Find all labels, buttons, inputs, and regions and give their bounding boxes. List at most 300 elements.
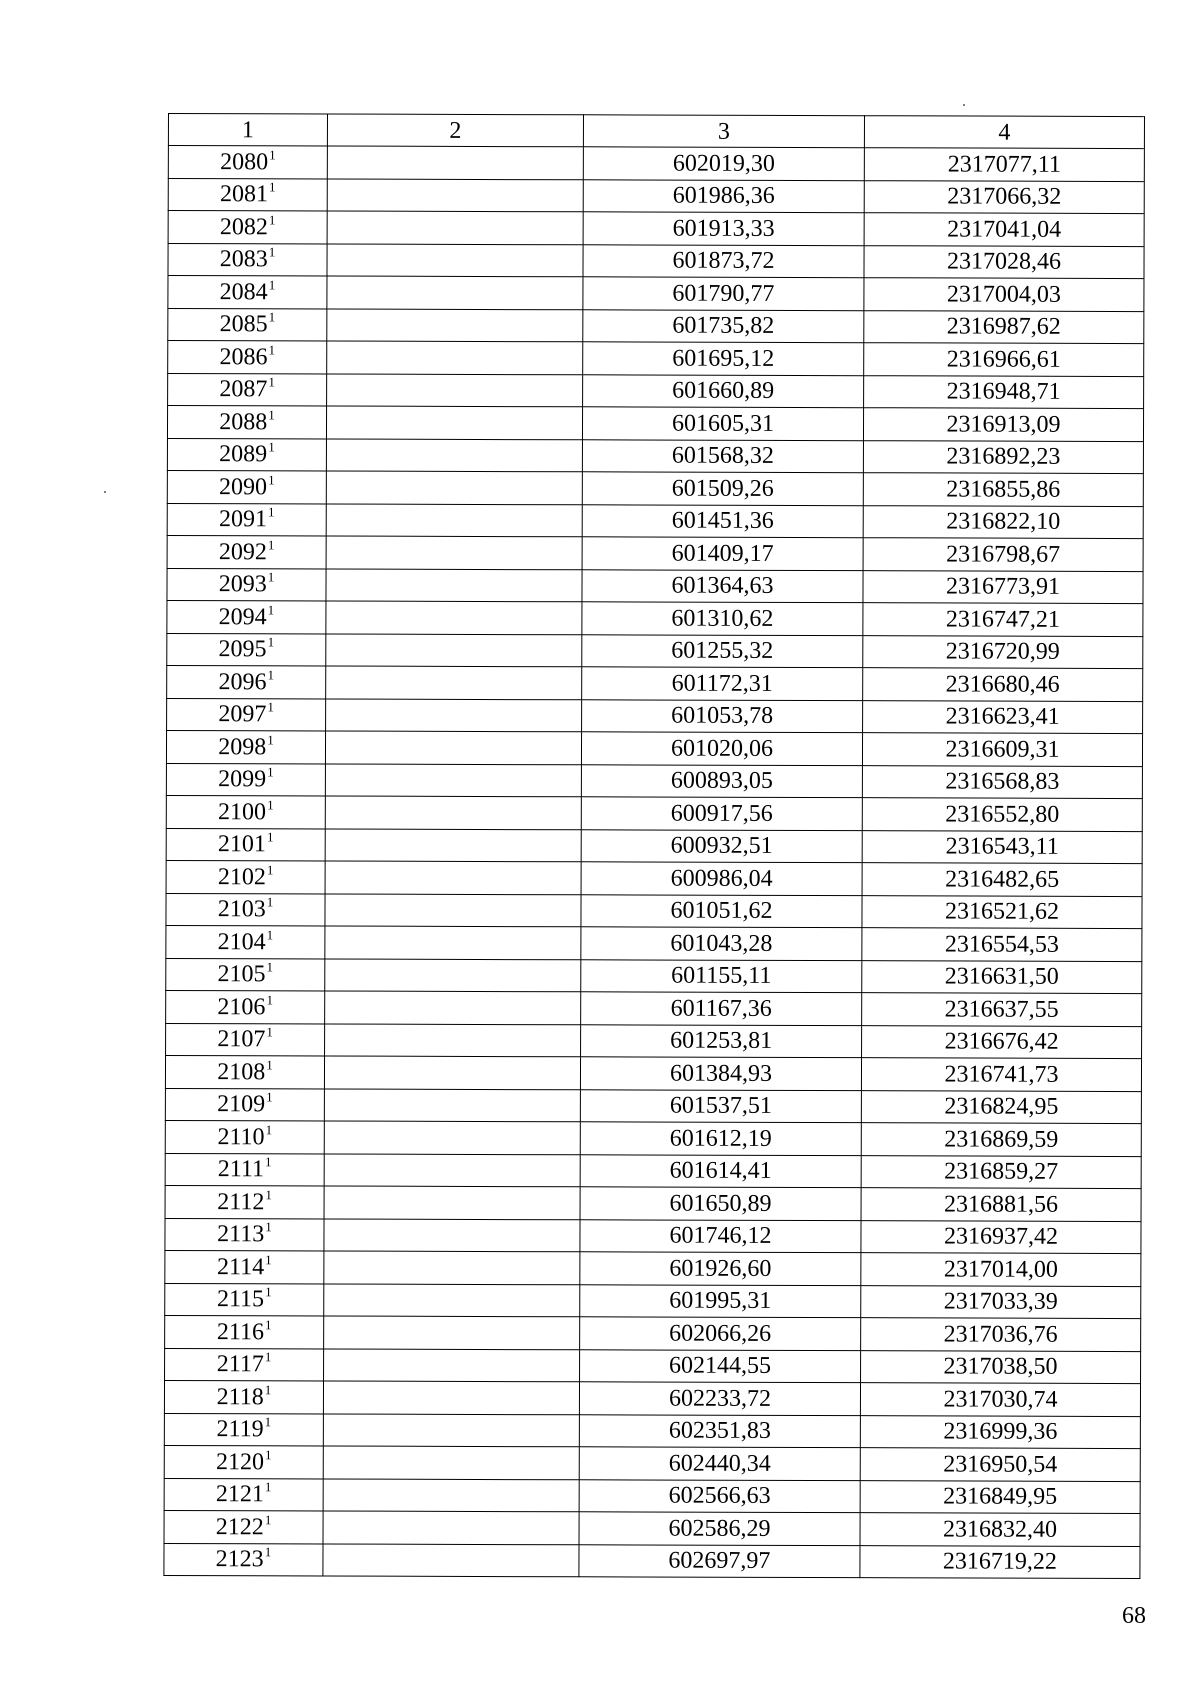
table-row xyxy=(166,925,1142,961)
table-row xyxy=(165,1088,1141,1124)
page-number: 68 xyxy=(1122,1603,1146,1629)
point-number-cell xyxy=(168,243,327,276)
empty-cell xyxy=(325,828,581,861)
point-number: 2098 xyxy=(218,733,267,761)
y-coordinate-cell: 2316609,31 xyxy=(862,733,1142,766)
point-number-superscript: 1 xyxy=(264,1414,272,1430)
y-coordinate-cell: 2317066,32 xyxy=(864,180,1144,213)
y-coordinate-cell: 2316521,62 xyxy=(862,895,1142,928)
empty-cell xyxy=(324,1348,580,1381)
point-number: 2089 xyxy=(219,441,268,468)
point-number: 2093 xyxy=(218,571,267,598)
y-coordinate-cell: 2316720,99 xyxy=(863,635,1143,668)
empty-cell xyxy=(323,1381,579,1414)
point-number: 2109 xyxy=(217,1091,266,1118)
y-coordinate-cell: 2317038,50 xyxy=(861,1350,1141,1383)
x-coordinate-cell: 602019,30 xyxy=(583,147,864,180)
point-number: 2113 xyxy=(217,1221,265,1248)
point-number: 2108 xyxy=(217,1058,266,1086)
table-row xyxy=(168,211,1144,247)
table-row xyxy=(165,1185,1141,1221)
point-number-superscript: 1 xyxy=(265,1219,272,1235)
empty-cell xyxy=(323,1446,579,1479)
point-number: 2083 xyxy=(219,246,268,273)
point-number-superscript: 1 xyxy=(266,1089,273,1105)
point-number: 2107 xyxy=(217,1026,266,1053)
point-number: 2121 xyxy=(215,1481,264,1508)
table-row xyxy=(168,146,1144,182)
point-number: 2102 xyxy=(217,863,266,891)
x-coordinate-cell: 602233,72 xyxy=(579,1382,860,1415)
point-number-cell xyxy=(166,860,325,893)
table-row xyxy=(167,503,1143,539)
point-number: 2105 xyxy=(217,961,266,988)
y-coordinate-cell: 2317028,46 xyxy=(864,245,1144,278)
x-coordinate-cell: 601995,31 xyxy=(580,1284,861,1317)
point-number-cell xyxy=(166,795,325,828)
table-row xyxy=(166,730,1142,766)
y-coordinate-cell: 2316568,83 xyxy=(862,765,1142,798)
x-coordinate-cell: 600986,04 xyxy=(581,862,862,895)
point-number: 2103 xyxy=(217,896,266,923)
table-row xyxy=(166,795,1142,831)
point-number: 2101 xyxy=(217,831,266,858)
point-number-cell xyxy=(164,1543,323,1576)
empty-cell xyxy=(327,341,583,374)
empty-cell xyxy=(326,471,582,504)
point-number-cell xyxy=(168,178,327,211)
table-row xyxy=(168,276,1144,312)
x-coordinate-cell: 600917,56 xyxy=(581,797,862,830)
point-number: 2115 xyxy=(216,1286,265,1313)
x-coordinate-cell: 601926,60 xyxy=(580,1252,861,1285)
x-coordinate-cell: 601155,11 xyxy=(581,959,862,992)
x-coordinate-cell: 601253,81 xyxy=(581,1024,862,1057)
y-coordinate-cell: 2316676,42 xyxy=(862,1025,1142,1058)
x-coordinate-cell: 601695,12 xyxy=(583,342,864,375)
point-number-cell xyxy=(166,763,325,796)
x-coordinate-cell: 601735,82 xyxy=(583,309,864,342)
table-row xyxy=(167,438,1143,474)
y-coordinate-cell: 2317030,74 xyxy=(860,1383,1140,1416)
x-coordinate-cell: 601409,17 xyxy=(582,537,863,570)
empty-cell xyxy=(326,503,582,536)
empty-cell xyxy=(324,1153,580,1186)
y-coordinate-cell: 2316822,10 xyxy=(863,505,1143,538)
y-coordinate-cell: 2316747,21 xyxy=(863,603,1143,636)
column-header: 2 xyxy=(327,114,583,147)
table-row xyxy=(164,1478,1140,1514)
table-row xyxy=(165,1055,1141,1091)
y-coordinate-cell: 2316948,71 xyxy=(864,375,1144,408)
x-coordinate-cell: 602066,26 xyxy=(580,1317,861,1350)
point-number-superscript: 1 xyxy=(267,634,275,650)
y-coordinate-cell: 2316832,40 xyxy=(860,1513,1140,1546)
point-number-superscript: 1 xyxy=(267,602,275,618)
point-number: 2091 xyxy=(218,506,268,533)
empty-cell xyxy=(325,926,581,959)
point-number: 2120 xyxy=(215,1448,265,1476)
y-coordinate-cell: 2316824,95 xyxy=(861,1090,1141,1123)
empty-cell xyxy=(324,1186,580,1219)
table-row xyxy=(167,698,1143,734)
point-number: 2082 xyxy=(219,213,268,241)
y-coordinate-cell: 2316881,56 xyxy=(861,1188,1141,1221)
x-coordinate-cell: 601043,28 xyxy=(581,927,862,960)
y-coordinate-cell: 2316741,73 xyxy=(861,1058,1141,1091)
table-row xyxy=(164,1510,1140,1546)
point-number: 2081 xyxy=(219,181,269,208)
empty-cell xyxy=(326,568,582,601)
point-number: 2112 xyxy=(217,1188,265,1216)
y-coordinate-cell: 2316623,41 xyxy=(863,700,1143,733)
table-row xyxy=(165,1283,1141,1319)
empty-cell xyxy=(323,1543,579,1576)
point-number-cell xyxy=(165,1250,324,1283)
empty-cell xyxy=(327,179,583,212)
empty-cell xyxy=(326,536,582,569)
empty-cell xyxy=(324,1088,580,1121)
y-coordinate-cell: 2317004,03 xyxy=(864,278,1144,311)
point-number-superscript: 1 xyxy=(268,212,276,228)
y-coordinate-cell: 2316637,55 xyxy=(862,993,1142,1026)
x-coordinate-cell: 601986,36 xyxy=(583,179,864,212)
point-number-cell xyxy=(166,1023,325,1056)
y-coordinate-cell: 2316631,50 xyxy=(862,960,1142,993)
point-number: 2096 xyxy=(218,668,267,696)
x-coordinate-cell: 601364,63 xyxy=(582,569,863,602)
x-coordinate-cell: 602586,29 xyxy=(579,1512,860,1545)
point-number-cell xyxy=(166,958,325,991)
point-number: 2092 xyxy=(218,538,267,566)
point-number-superscript: 1 xyxy=(266,829,274,845)
table-row xyxy=(168,243,1144,279)
empty-cell xyxy=(325,861,581,894)
point-number: 2111 xyxy=(217,1156,265,1183)
x-coordinate-cell: 601650,89 xyxy=(580,1187,861,1220)
point-number-cell xyxy=(167,470,326,503)
x-coordinate-cell: 601172,31 xyxy=(582,667,863,700)
point-number-cell xyxy=(167,406,326,439)
empty-cell xyxy=(324,1056,580,1089)
y-coordinate-cell: 2317014,00 xyxy=(861,1253,1141,1286)
table-row xyxy=(166,893,1142,929)
point-number-cell xyxy=(167,568,326,601)
empty-cell xyxy=(327,373,583,406)
y-coordinate-cell: 2316849,95 xyxy=(860,1480,1140,1513)
empty-cell xyxy=(326,698,582,731)
point-number-superscript: 1 xyxy=(267,764,274,780)
point-number-superscript: 1 xyxy=(265,1187,272,1203)
point-number: 2110 xyxy=(217,1123,265,1151)
empty-cell xyxy=(327,211,583,244)
point-number-superscript: 1 xyxy=(265,1447,272,1463)
point-number-cell xyxy=(165,1218,324,1251)
y-coordinate-cell: 2316869,59 xyxy=(861,1123,1141,1156)
x-coordinate-cell: 601053,78 xyxy=(582,699,863,732)
point-number-cell xyxy=(165,1153,324,1186)
point-number-superscript: 1 xyxy=(265,1252,272,1268)
y-coordinate-cell: 2316999,36 xyxy=(860,1415,1140,1448)
point-number-superscript: 1 xyxy=(264,1479,272,1495)
x-coordinate-cell: 602440,34 xyxy=(579,1447,860,1480)
scan-speck xyxy=(104,491,106,493)
table-row xyxy=(165,1218,1141,1254)
point-number-cell xyxy=(167,633,326,666)
table-row xyxy=(164,1380,1140,1416)
point-number-superscript: 1 xyxy=(268,439,275,455)
point-number-cell xyxy=(167,665,326,698)
table-row xyxy=(164,1543,1140,1579)
point-number-superscript: 1 xyxy=(265,1154,272,1170)
point-number-cell xyxy=(166,990,325,1023)
empty-cell xyxy=(324,1316,580,1349)
x-coordinate-cell: 602351,83 xyxy=(579,1414,860,1447)
empty-cell xyxy=(327,276,583,309)
y-coordinate-cell: 2316859,27 xyxy=(861,1155,1141,1188)
empty-cell xyxy=(327,309,583,342)
point-number-cell xyxy=(168,276,327,309)
point-number-cell xyxy=(167,503,326,536)
empty-cell xyxy=(323,1478,579,1511)
point-number: 2122 xyxy=(215,1513,264,1541)
point-number-cell xyxy=(164,1413,323,1446)
scan-speck xyxy=(963,104,965,106)
x-coordinate-cell: 601873,72 xyxy=(583,244,864,277)
y-coordinate-cell: 2316719,22 xyxy=(860,1545,1140,1578)
point-number-cell xyxy=(167,698,326,731)
x-coordinate-cell: 602697,97 xyxy=(579,1544,860,1577)
table-row xyxy=(168,308,1144,344)
point-number-superscript: 1 xyxy=(265,1284,272,1300)
y-coordinate-cell: 2317041,04 xyxy=(864,213,1144,246)
y-coordinate-cell: 2316913,09 xyxy=(863,408,1143,441)
table-row xyxy=(164,1413,1140,1449)
point-number-superscript: 1 xyxy=(266,862,274,878)
point-number: 2104 xyxy=(217,928,266,956)
point-number-superscript: 1 xyxy=(267,732,274,748)
x-coordinate-cell: 601255,32 xyxy=(582,634,863,667)
table-row xyxy=(166,828,1142,864)
point-number: 2117 xyxy=(216,1351,264,1378)
x-coordinate-cell: 602144,55 xyxy=(580,1349,861,1382)
table-row xyxy=(164,1445,1140,1481)
point-number: 2099 xyxy=(218,766,267,793)
x-coordinate-cell: 601384,93 xyxy=(580,1057,861,1090)
point-number-superscript: 1 xyxy=(267,667,275,683)
point-number-superscript: 1 xyxy=(264,1382,272,1398)
point-number-cell xyxy=(168,146,327,179)
table-row xyxy=(167,568,1143,604)
point-number-cell xyxy=(168,373,327,406)
point-number-cell xyxy=(164,1510,323,1543)
point-number-cell xyxy=(166,925,325,958)
point-number: 2119 xyxy=(216,1416,264,1443)
table-row xyxy=(168,373,1144,409)
point-number: 2084 xyxy=(219,278,268,306)
point-number-superscript: 1 xyxy=(268,342,276,358)
point-number: 2106 xyxy=(217,993,266,1021)
empty-cell xyxy=(326,633,582,666)
point-number-superscript: 1 xyxy=(266,894,274,910)
table-row xyxy=(168,341,1144,377)
point-number-superscript: 1 xyxy=(264,1512,272,1528)
point-number-superscript: 1 xyxy=(267,699,274,715)
point-number: 2097 xyxy=(218,701,267,728)
point-number-superscript: 1 xyxy=(267,797,274,813)
point-number-cell xyxy=(165,1315,324,1348)
table-row xyxy=(166,958,1142,994)
point-number-superscript: 1 xyxy=(268,472,275,488)
table-row xyxy=(167,535,1143,571)
point-number-cell xyxy=(165,1348,324,1381)
table-row xyxy=(167,406,1143,442)
point-number-superscript: 1 xyxy=(266,959,274,975)
point-number-cell xyxy=(165,1055,324,1088)
point-number: 2086 xyxy=(219,343,268,371)
y-coordinate-cell: 2316892,23 xyxy=(863,440,1143,473)
empty-cell xyxy=(324,1283,580,1316)
point-number-cell xyxy=(166,730,325,763)
point-number-superscript: 1 xyxy=(268,309,276,325)
empty-cell xyxy=(325,763,581,796)
x-coordinate-cell: 601746,12 xyxy=(580,1219,861,1252)
point-number-cell xyxy=(168,211,327,244)
empty-cell xyxy=(325,1023,581,1056)
point-number-cell xyxy=(164,1478,323,1511)
empty-cell xyxy=(324,1251,580,1284)
empty-cell xyxy=(325,991,581,1024)
point-number-cell xyxy=(164,1445,323,1478)
point-number-cell xyxy=(167,600,326,633)
x-coordinate-cell: 601537,51 xyxy=(580,1089,861,1122)
point-number: 2085 xyxy=(219,311,268,338)
point-number-superscript: 1 xyxy=(266,1057,273,1073)
point-number-superscript: 1 xyxy=(266,992,273,1008)
x-coordinate-cell: 600932,51 xyxy=(581,829,862,862)
point-number-superscript: 1 xyxy=(267,504,275,520)
y-coordinate-cell: 2316680,46 xyxy=(863,668,1143,701)
table-row xyxy=(166,763,1142,799)
point-number-superscript: 1 xyxy=(264,1349,272,1365)
y-coordinate-cell: 2316987,62 xyxy=(864,310,1144,343)
table-row xyxy=(165,1315,1141,1351)
point-number: 2090 xyxy=(219,473,268,501)
empty-cell xyxy=(325,958,581,991)
point-number: 2116 xyxy=(216,1318,265,1346)
point-number: 2114 xyxy=(217,1253,265,1281)
empty-cell xyxy=(327,244,583,277)
point-number: 2123 xyxy=(215,1546,264,1573)
table-row xyxy=(166,860,1142,896)
y-coordinate-cell: 2317033,39 xyxy=(861,1285,1141,1318)
coordinates-table xyxy=(163,113,1145,1579)
point-number-superscript: 1 xyxy=(268,277,276,293)
empty-cell xyxy=(324,1218,580,1251)
point-number-cell xyxy=(166,893,325,926)
empty-cell xyxy=(327,146,583,179)
point-number-superscript: 1 xyxy=(266,927,274,943)
point-number-superscript: 1 xyxy=(268,407,275,423)
point-number-cell xyxy=(165,1185,324,1218)
y-coordinate-cell: 2317077,11 xyxy=(864,148,1144,181)
point-number-cell xyxy=(165,1283,324,1316)
point-number: 2080 xyxy=(220,148,269,176)
y-coordinate-cell: 2316543,11 xyxy=(862,830,1142,863)
point-number: 2087 xyxy=(219,376,268,403)
empty-cell xyxy=(324,1121,580,1154)
point-number-cell xyxy=(168,341,327,374)
empty-cell xyxy=(326,406,582,439)
y-coordinate-cell: 2316552,80 xyxy=(862,798,1142,831)
table-row xyxy=(167,470,1143,506)
column-header: 1 xyxy=(168,114,327,146)
point-number-cell xyxy=(165,1120,324,1153)
table-row xyxy=(165,1250,1141,1286)
y-coordinate-cell: 2316937,42 xyxy=(861,1220,1141,1253)
x-coordinate-cell: 601612,19 xyxy=(580,1122,861,1155)
point-number: 2100 xyxy=(218,798,267,826)
empty-cell xyxy=(326,601,582,634)
empty-cell xyxy=(323,1413,579,1446)
x-coordinate-cell: 601605,31 xyxy=(582,407,863,440)
point-number-superscript: 1 xyxy=(268,244,276,260)
table-row xyxy=(166,1023,1142,1059)
x-coordinate-cell: 602566,63 xyxy=(579,1479,860,1512)
point-number: 2094 xyxy=(218,603,267,631)
empty-cell xyxy=(323,1511,579,1544)
y-coordinate-cell: 2316482,65 xyxy=(862,863,1142,896)
x-coordinate-cell: 601020,06 xyxy=(581,732,862,765)
x-coordinate-cell: 601310,62 xyxy=(582,602,863,635)
x-coordinate-cell: 601451,36 xyxy=(582,504,863,537)
point-number-superscript: 1 xyxy=(268,179,276,195)
x-coordinate-cell: 601913,33 xyxy=(583,212,864,245)
point-number-cell xyxy=(167,438,326,471)
table-row xyxy=(168,178,1144,214)
x-coordinate-cell: 600893,05 xyxy=(581,764,862,797)
x-coordinate-cell: 601660,89 xyxy=(583,374,864,407)
table-row xyxy=(165,1153,1141,1189)
table-row xyxy=(165,1120,1141,1156)
empty-cell xyxy=(326,666,582,699)
point-number-superscript: 1 xyxy=(265,1122,273,1138)
table-row xyxy=(166,990,1142,1026)
y-coordinate-cell: 2316798,67 xyxy=(863,538,1143,571)
x-coordinate-cell: 601167,36 xyxy=(581,992,862,1025)
point-number-cell xyxy=(167,535,326,568)
empty-cell xyxy=(325,796,581,829)
table-row xyxy=(167,633,1143,669)
x-coordinate-cell: 601790,77 xyxy=(583,277,864,310)
x-coordinate-cell: 601568,32 xyxy=(582,439,863,472)
x-coordinate-cell: 601614,41 xyxy=(580,1154,861,1187)
header-row xyxy=(168,114,1144,149)
table-row xyxy=(167,600,1143,636)
point-number-superscript: 1 xyxy=(264,1317,272,1333)
y-coordinate-cell: 2316554,53 xyxy=(862,928,1142,961)
y-coordinate-cell: 2317036,76 xyxy=(861,1318,1141,1351)
point-number: 2118 xyxy=(216,1383,264,1411)
point-number-superscript: 1 xyxy=(269,147,276,163)
column-header: 3 xyxy=(583,115,864,148)
point-number: 2095 xyxy=(218,636,267,663)
x-coordinate-cell: 601509,26 xyxy=(582,472,863,505)
empty-cell xyxy=(326,438,582,471)
y-coordinate-cell: 2316773,91 xyxy=(863,570,1143,603)
point-number-cell xyxy=(168,308,327,341)
empty-cell xyxy=(325,731,581,764)
